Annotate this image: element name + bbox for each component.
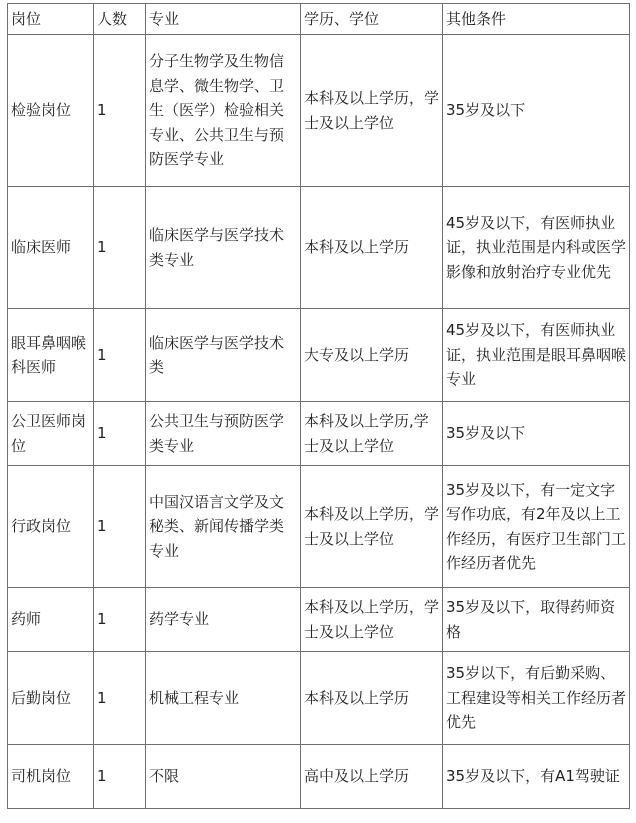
cell-position: 司机岗位 bbox=[8, 745, 94, 809]
header-other: 其他条件 bbox=[443, 4, 630, 35]
cell-major: 中国汉语言文学及文秘类、新闻传播学类专业 bbox=[146, 466, 301, 588]
header-major: 专业 bbox=[146, 4, 301, 35]
cell-count: 1 bbox=[94, 745, 146, 809]
header-count: 人数 bbox=[94, 4, 146, 35]
cell-education: 高中及以上学历 bbox=[301, 745, 443, 809]
cell-education: 本科及以上学历 bbox=[301, 187, 443, 309]
cell-education: 本科及以上学历,学士及以上学位 bbox=[301, 402, 443, 466]
cell-major: 公共卫生与预防医学类专业 bbox=[146, 402, 301, 466]
cell-major: 临床医学与医学技术类 bbox=[146, 309, 301, 402]
cell-education: 大专及以上学历 bbox=[301, 309, 443, 402]
cell-other: 35岁及以下，有一定文字写作功底，有2年及以上工作经历，有医疗卫生部门工作经历者优先 bbox=[443, 466, 630, 588]
table-row bbox=[8, 402, 630, 466]
cell-position: 检验岗位 bbox=[8, 35, 94, 187]
cell-major: 不限 bbox=[146, 745, 301, 809]
table-header-row bbox=[8, 4, 630, 35]
cell-other: 35岁及以下，取得药师资格 bbox=[443, 588, 630, 652]
cell-education: 本科及以上学历，学士及以上学位 bbox=[301, 35, 443, 187]
cell-major: 分子生物学及生物信息学、微生物学、卫生（医学）检验相关专业、公共卫生与预防医学专业 bbox=[146, 35, 301, 187]
cell-education: 本科及以上学历 bbox=[301, 652, 443, 745]
cell-position: 临床医师 bbox=[8, 187, 94, 309]
cell-major: 机械工程专业 bbox=[146, 652, 301, 745]
cell-count: 1 bbox=[94, 466, 146, 588]
cell-position: 眼耳鼻咽喉科医师 bbox=[8, 309, 94, 402]
header-position: 岗位 bbox=[8, 4, 94, 35]
cell-position: 公卫医师岗位 bbox=[8, 402, 94, 466]
cell-position: 药师 bbox=[8, 588, 94, 652]
cell-education: 本科及以上学历，学士及以上学位 bbox=[301, 588, 443, 652]
cell-count: 1 bbox=[94, 35, 146, 187]
cell-other: 45岁及以下，有医师执业证，执业范围是眼耳鼻咽喉专业 bbox=[443, 309, 630, 402]
cell-other: 35岁以下，有后勤采购、工程建设等相关工作经历者优先 bbox=[443, 652, 630, 745]
cell-major: 临床医学与医学技术类专业 bbox=[146, 187, 301, 309]
cell-education: 本科及以上学历，学士及以上学位 bbox=[301, 466, 443, 588]
table-row bbox=[8, 588, 630, 652]
cell-count: 1 bbox=[94, 402, 146, 466]
table-row bbox=[8, 466, 630, 588]
cell-position: 行政岗位 bbox=[8, 466, 94, 588]
cell-count: 1 bbox=[94, 309, 146, 402]
table-row bbox=[8, 187, 630, 309]
cell-count: 1 bbox=[94, 187, 146, 309]
cell-other: 35岁及以下 bbox=[443, 402, 630, 466]
cell-other: 35岁及以下 bbox=[443, 35, 630, 187]
header-education: 学历、学位 bbox=[301, 4, 443, 35]
cell-other: 35岁及以下，有A1驾驶证 bbox=[443, 745, 630, 809]
job-requirements-table bbox=[7, 3, 630, 809]
table-row bbox=[8, 309, 630, 402]
table-row bbox=[8, 652, 630, 745]
cell-count: 1 bbox=[94, 588, 146, 652]
table-row bbox=[8, 35, 630, 187]
table-row bbox=[8, 745, 630, 809]
cell-position: 后勤岗位 bbox=[8, 652, 94, 745]
cell-count: 1 bbox=[94, 652, 146, 745]
cell-other: 45岁及以下，有医师执业证，执业范围是内科或医学影像和放射治疗专业优先 bbox=[443, 187, 630, 309]
cell-major: 药学专业 bbox=[146, 588, 301, 652]
